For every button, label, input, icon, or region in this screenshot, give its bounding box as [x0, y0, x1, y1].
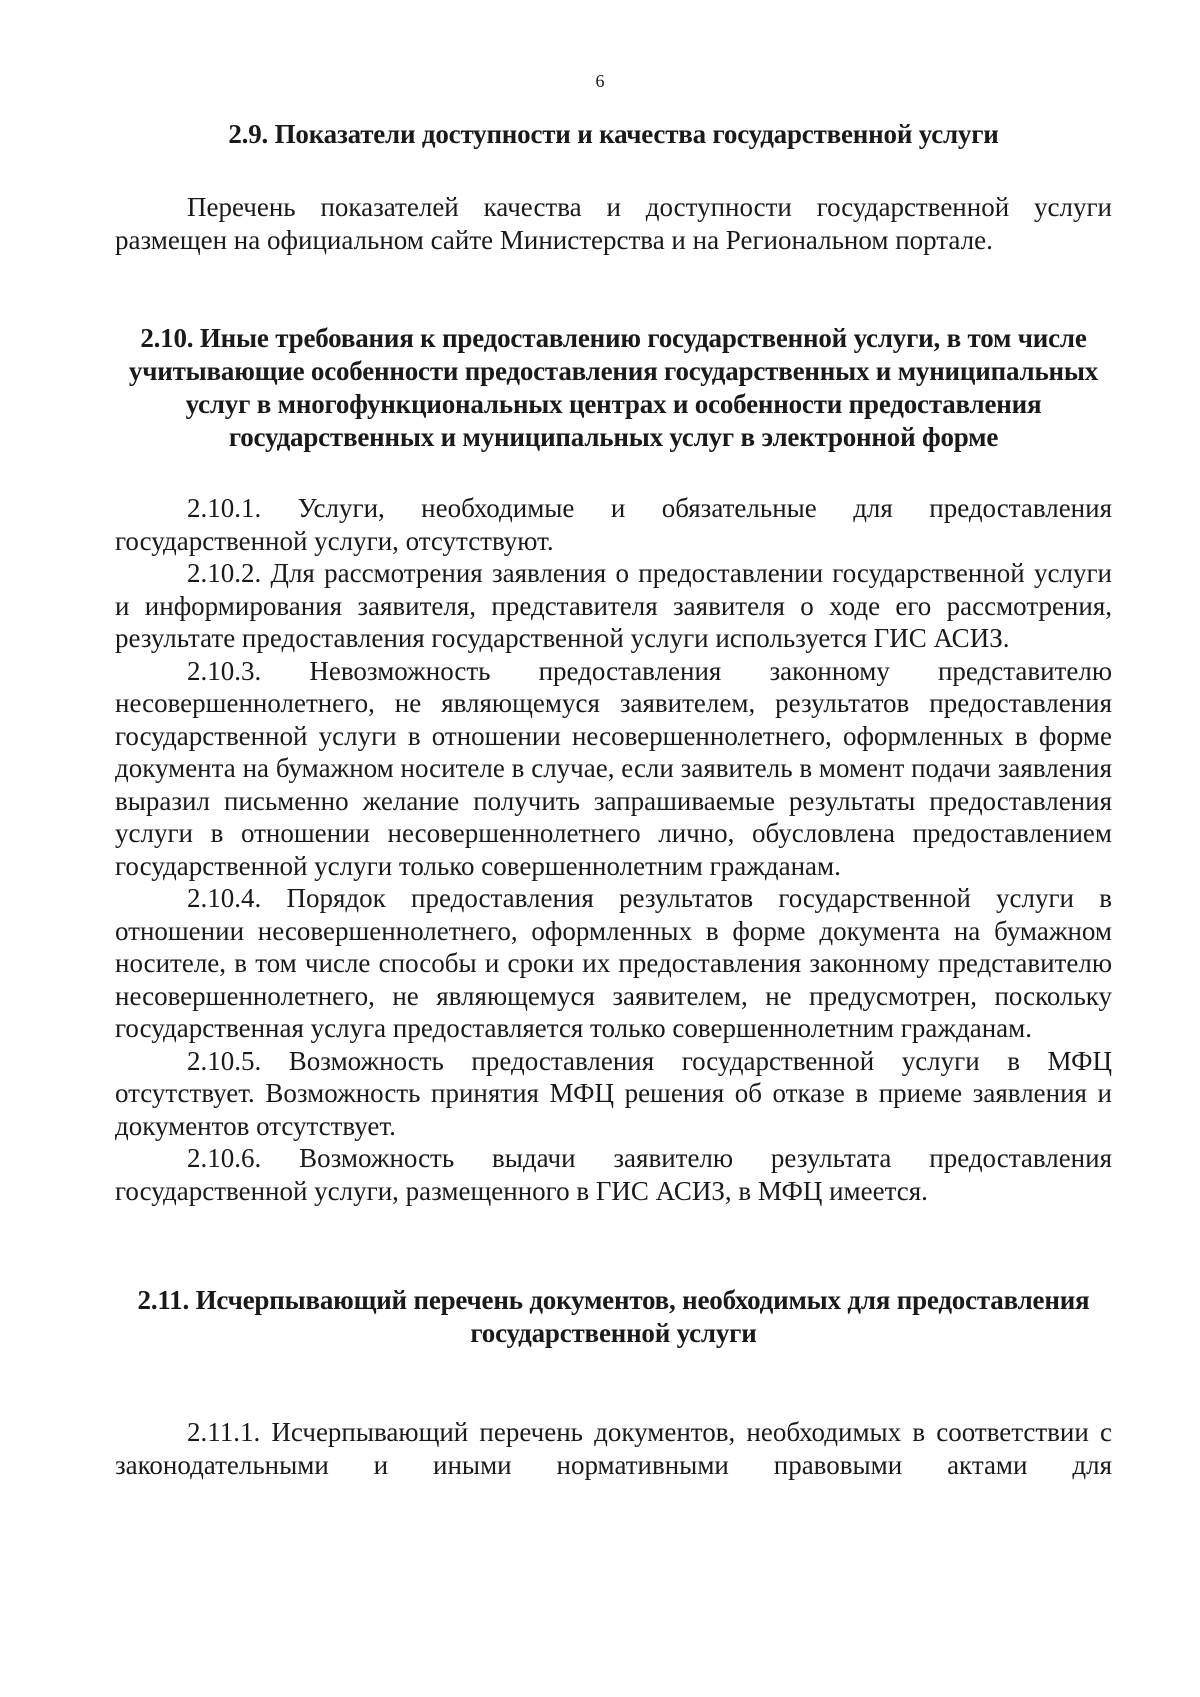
- paragraph-2-11-1: 2.11.1. Исчерпывающий перечень документов, необходимых в соответствии с законодательными и иными нормативными правовыми актами для: [115, 1417, 1112, 1480]
- paragraph-2-10-6: 2.10.6. Возможность выдачи заявителю результата предоставления государственной услуги, размещенного в ГИС АСИЗ, в МФЦ имеется.: [115, 1143, 1112, 1206]
- paragraph-2-10-1: 2.10.1. Услуги, необходимые и обязательные для предоставления государственной услуги, отсутствуют.: [115, 493, 1112, 556]
- document-content: [115, 118, 1112, 1481]
- paragraph-2-10-2: 2.10.2. Для рассмотрения заявления о предоставлении государственной услуги и информирования заявителя, представителя заявителя о ходе его рассмотрения, результате предоставления государственной услуги используется ГИС АСИЗ.: [115, 558, 1112, 653]
- section-2-9-paragraph: Перечень показателей качества и доступности государственной услуги размещен на официальном сайте Министерства и на Региональном портале.: [115, 192, 1112, 255]
- section-2-11-heading: 2.11. Исчерпывающий перечень документов, необходимых для предоставления государственной услуги: [137, 1285, 1090, 1348]
- section-2-9-heading: 2.9. Показатели доступности и качества государственной услуги: [228, 119, 999, 149]
- section-2-10-heading: 2.10. Иные требования к предоставлению государственной услуги, в том числе учитывающие особенности предоставления государственных и муниципальных услуг в многофункциональных центрах и особенности предоставления государственных и муниципальных услуг в электронной форме: [128, 323, 1099, 452]
- paragraph-2-10-4: 2.10.4. Порядок предоставления результатов государственной услуги в отношении несовершеннолетнего, оформленных в форме документа на бумажном носителе, в том числе способы и сроки их предоставления законному представителю несовершеннолетнего, не являющемуся заявителем, не предусмотрен, поскольку государственная услуга предоставляется только совершеннолетним гражданам.: [115, 883, 1112, 1043]
- paragraph-2-10-3: 2.10.3. Невозможность предоставления законному представителю несовершеннолетнего, не являющемуся заявителем, результатов предоставления государственной услуги в отношении несовершеннолетнего, оформленных в форме документа на бумажном носителе в случае, если заявитель в момент подачи заявления выразил письменно желание получить запрашиваемые результаты предоставления услуги в отношении несовершеннолетнего лично, обусловлена предоставлением государственной услуги только совершеннолетним гражданам.: [115, 655, 1112, 881]
- paragraph-2-10-5: 2.10.5. Возможность предоставления государственной услуги в МФЦ отсутствует. Возможность принятия МФЦ решения об отказе в приеме заявления и документов отсутствует.: [115, 1045, 1112, 1141]
- page-number: 6: [595, 71, 605, 91]
